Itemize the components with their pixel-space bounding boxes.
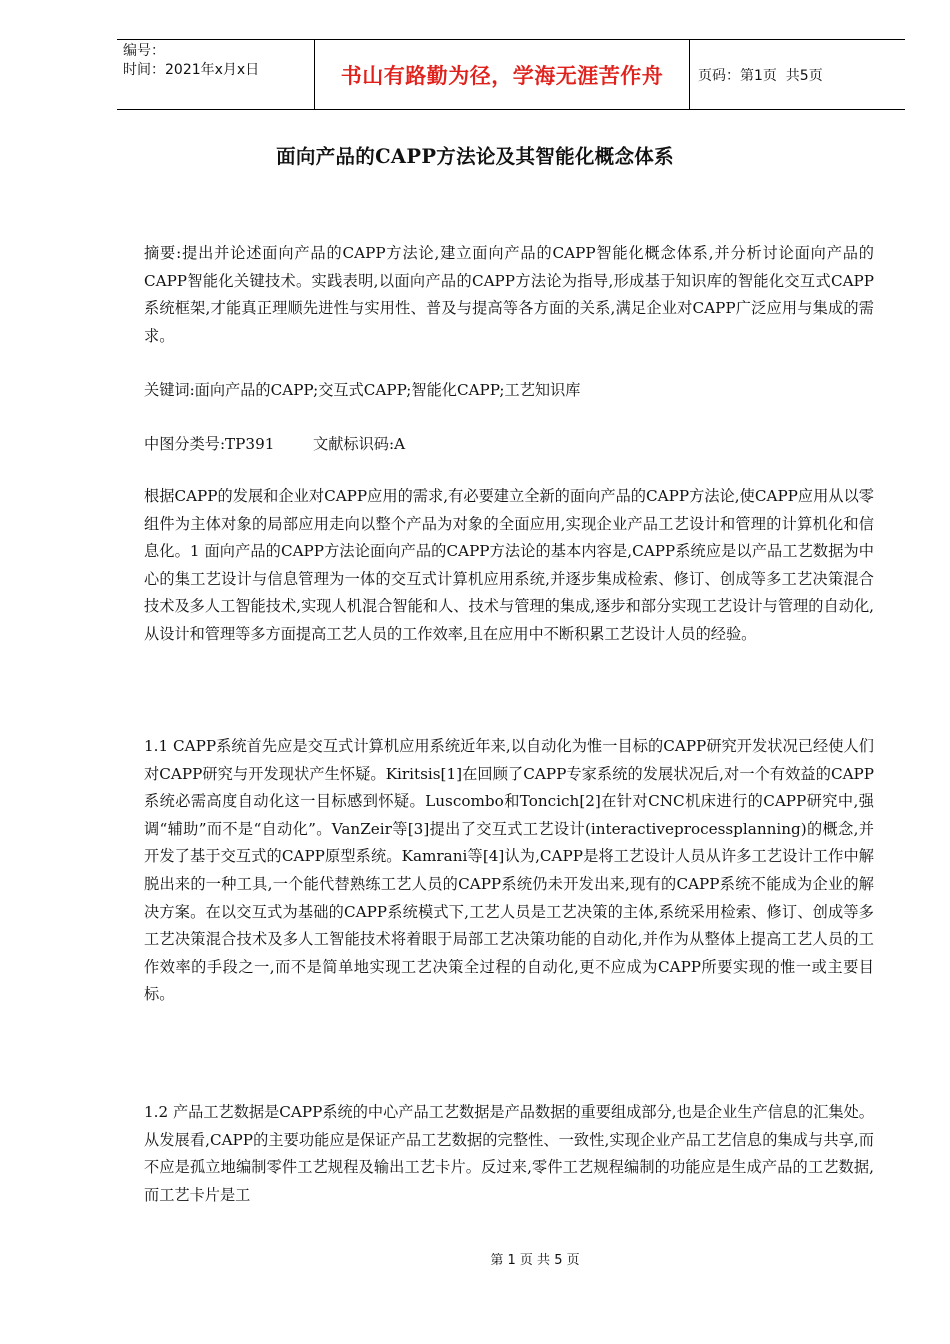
abstract-paragraph: 摘要:提出并论述面向产品的CAPP方法论,建立面向产品的CAPP智能化概念体系,并分析讨论面向产品的CAPP智能化关键技术。实践表明,以面向产品的CAPP方法论为指导,形成基于知识库的智能化交互式CAPP系统框架,才能真正理顺先进性与实用性、普及与提高等各方面的关系,满足企业对CAPP广泛应用与集成的需求。 — [144, 244, 874, 345]
time-label: 时间：2021年x月x日 — [123, 62, 260, 78]
intro-paragraph: 根据CAPP的发展和企业对CAPP应用的需求,有必要建立全新的面向产品的CAPP方法论,使CAPP应用从以零组件为主体对象的局部应用走向以整个产品为对象的全面应用,实现企业产品工艺设计和管理的计算机化和信息化。1 面向产品的CAPP方法论面向产品的CAPP方法论的基本内容是,CAPP系统应是以产品工艺数据为中心的集工艺设计与信息管理为一体的交互式计算机应用系统,并逐步集成检索、修订、创成等多工艺决策混合技术及多人工智能技术,实现人机混合智能和人、技术与管理的集成,逐步和部分实现工艺设计与管理的自动化,从设计和管理等多方面提高工艺人员的工作效率,且在应用中不断积累工艺设计人员的经验。 — [144, 487, 874, 643]
page-header — [117, 39, 905, 110]
classification-line: 中图分类号:TP391 文献标识码:A — [144, 435, 406, 453]
section-1-1-paragraph: 1.1 CAPP系统首先应是交互式计算机应用系统近年来,以自动化为惟一目标的CAPP研究开发状况已经使人们对CAPP研究与开发现状产生怀疑。Kiritsis[1]在回顾了CAPP专家系统的发展状况后,对一个有效益的CAPP系统必需高度自动化这一目标感到怀疑。Luscombo和Toncich[2]在针对CNC机床进行的CAPP研究中,强调“辅助”而不是“自动化”。VanZeir等[3]提出了交互式工艺设计(interactiveprocessplanning)的概念,并开发了基于交互式的CAPP原型系统。Kamrani等[4]认为,CAPP是将工艺设计人员从许多工艺设计工作中解脱出来的一种工具,一个能代替熟练工艺人员的CAPP系统仍未开发出来,现有的CAPP系统不能成为企业的解决方案。在以交互式为基础的CAPP系统模式下,工艺人员是工艺决策的主体,系统采用检索、修订、创成等多工艺决策混合技术及多人工智能技术将着眼于局部工艺决策功能的自动化,并作为从整体上提高工艺人员的工作效率的手段之一,而不是简单地实现工艺决策全过程的自动化,更不应成为CAPP所要实现的惟一或主要目标。 — [144, 737, 874, 1004]
header-motto: 书山有路勤为径，学海无涯苦作舟 — [315, 40, 690, 109]
page-footer: 第 1 页 共 5 页 — [490, 1253, 580, 1268]
keywords-paragraph: 关键词:面向产品的CAPP;交互式CAPP;智能化CAPP;工艺知识库 — [144, 381, 581, 399]
header-meta — [117, 40, 315, 109]
document-title: 面向产品的CAPP方法论及其智能化概念体系 — [276, 145, 674, 168]
section-1-2-paragraph: 1.2 产品工艺数据是CAPP系统的中心产品工艺数据是产品数据的重要组成部分,也是企业生产信息的汇集处。从发展看,CAPP的主要功能应是保证产品工艺数据的完整性、一致性,实现企业产品工艺信息的集成与共享,而不应是孤立地编制零件工艺规程及输出工艺卡片。反过来,零件工艺规程编制的功能应是生成产品的工艺数据,而工艺卡片是工 — [144, 1103, 874, 1204]
number-label: 编号： — [123, 43, 165, 59]
header-page-info: 页码：第1页 共5页 — [698, 67, 823, 84]
